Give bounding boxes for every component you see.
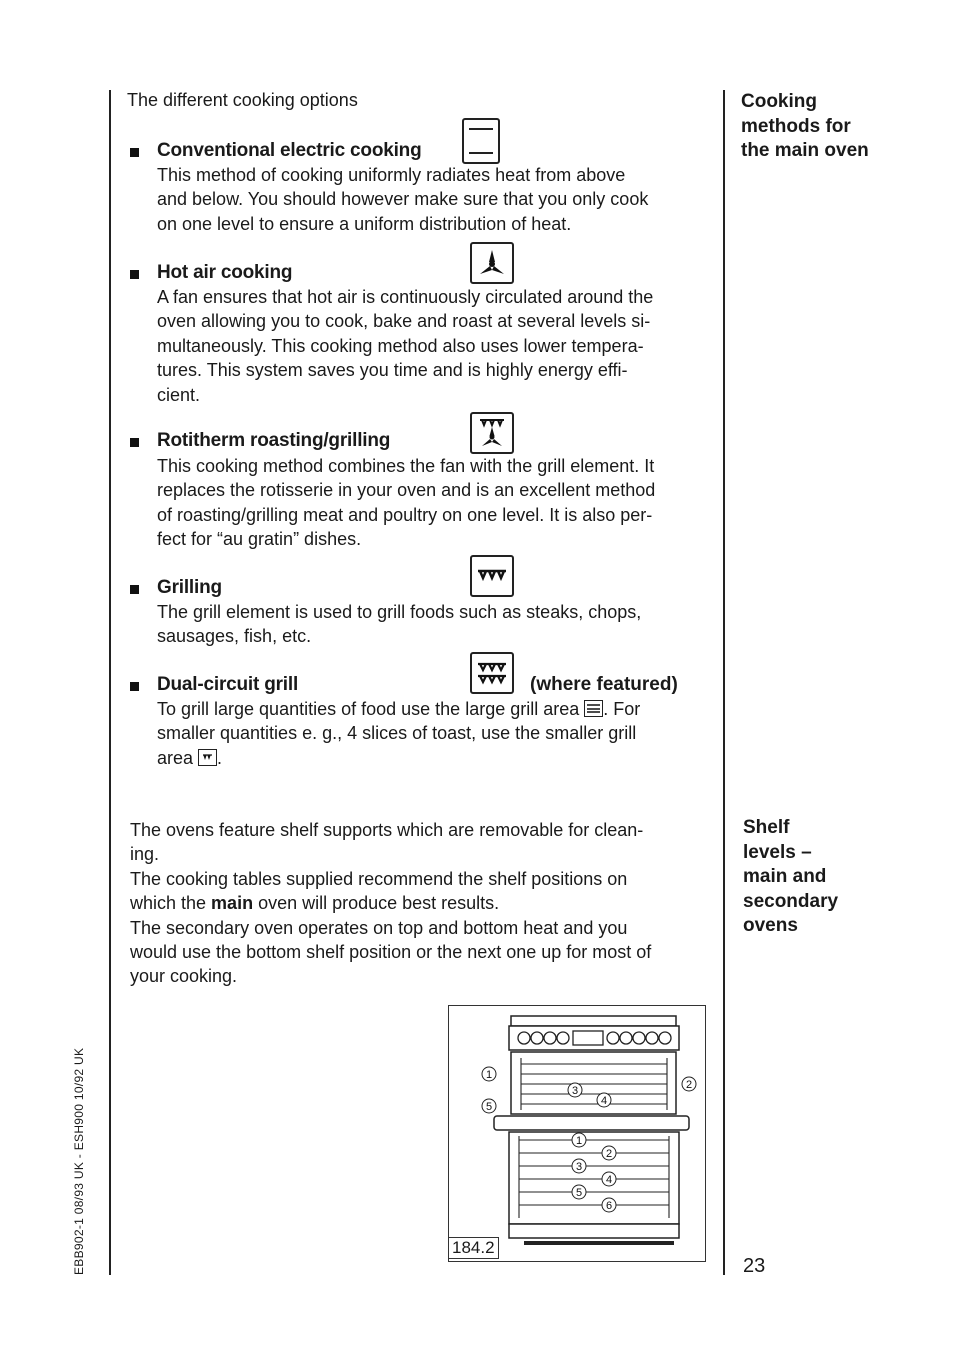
side-heading-cooking-methods bbox=[741, 90, 921, 164]
bullet bbox=[130, 585, 139, 594]
body-line: fect for “au gratin” dishes. bbox=[157, 529, 362, 550]
oven-shelf-diagram bbox=[448, 1005, 706, 1262]
section-title: Hot air cooking bbox=[157, 262, 293, 283]
grill-icon bbox=[470, 555, 514, 597]
top-level-4: 4 bbox=[600, 1095, 608, 1107]
figure-label: 184.2 bbox=[448, 1237, 499, 1259]
fan-icon bbox=[470, 242, 514, 284]
document-reference: EBB902-1 08/93 UK - ESH900 10/92 UK bbox=[72, 1047, 86, 1275]
body-line: and below. You should however make sure that you only cook bbox=[157, 189, 649, 210]
bullet bbox=[130, 682, 139, 691]
page-number: 23 bbox=[743, 1255, 766, 1277]
body-line: replaces the rotisserie in your oven and is an excellent method bbox=[157, 480, 656, 501]
body-line: The ovens feature shelf supports which are removable for clean- bbox=[130, 820, 644, 840]
section-body bbox=[157, 697, 709, 770]
main-level-1: 1 bbox=[575, 1135, 583, 1147]
left-rule bbox=[109, 90, 111, 1275]
body-line: oven allowing you to cook, bake and roast at several levels si- bbox=[157, 311, 651, 332]
heading-line: levels – bbox=[743, 841, 812, 863]
section-body bbox=[157, 285, 709, 407]
body-text: . For bbox=[603, 699, 641, 719]
heading-line: Shelf bbox=[743, 817, 790, 838]
body-line: This method of cooking uniformly radiates heat from above bbox=[157, 165, 626, 185]
main-level-4: 4 bbox=[605, 1174, 613, 1186]
heading-line: the main oven bbox=[741, 140, 869, 161]
fan-grill-symbol bbox=[472, 414, 512, 452]
body-line: would use the bottom shelf position or the next one up for most of bbox=[130, 942, 652, 963]
section-body bbox=[157, 454, 709, 552]
shelf-text bbox=[130, 818, 708, 989]
section-title: Dual-circuit grill bbox=[157, 674, 299, 695]
fan-grill-icon bbox=[470, 412, 514, 454]
bullet bbox=[130, 270, 139, 279]
top-level-2: 2 bbox=[685, 1079, 693, 1091]
side-heading-shelf-levels bbox=[743, 816, 923, 939]
body-line: your cooking. bbox=[130, 966, 238, 987]
large-grill-icon bbox=[584, 700, 603, 717]
section-body bbox=[157, 600, 709, 649]
body-line: ing. bbox=[130, 844, 160, 865]
bullet bbox=[130, 438, 139, 447]
body-line bbox=[130, 891, 708, 915]
dual-grill-symbol bbox=[472, 654, 512, 692]
section-title: Rotitherm roasting/grilling bbox=[157, 430, 391, 451]
large-grill-symbol bbox=[585, 701, 602, 716]
body-line: on one level to ensure a uniform distribution of heat. bbox=[157, 213, 572, 234]
body-line: cient. bbox=[157, 384, 201, 405]
heading-line: main and bbox=[743, 866, 827, 887]
bullet bbox=[130, 148, 139, 157]
main-level-5: 5 bbox=[575, 1187, 583, 1199]
emphasis-main: main bbox=[211, 893, 254, 914]
body-line: smaller quantities e. g., 4 slices of toast, use the smaller grill bbox=[157, 723, 637, 744]
heading-line: secondary bbox=[743, 890, 839, 912]
top-level-3: 3 bbox=[571, 1085, 579, 1097]
right-rule bbox=[723, 90, 725, 1275]
fan-symbol bbox=[472, 244, 512, 282]
top-level-1: 1 bbox=[485, 1069, 493, 1081]
small-grill-symbol bbox=[199, 750, 216, 765]
body-line: multaneously. This cooking method also uses lower tempera- bbox=[157, 335, 644, 356]
intro-text: The different cooking options bbox=[127, 90, 358, 110]
main-level-6: 6 bbox=[605, 1200, 613, 1212]
body-text: area bbox=[157, 747, 194, 768]
section-title: Conventional electric cooking bbox=[157, 140, 422, 161]
top-level-5: 5 bbox=[485, 1101, 493, 1113]
conventional-heating-icon bbox=[462, 118, 500, 164]
body-text: which the bbox=[130, 893, 212, 914]
section-title: Grilling bbox=[157, 577, 222, 598]
main-level-2: 2 bbox=[605, 1148, 613, 1160]
body-line: The grill element is used to grill foods such as steaks, chops, bbox=[157, 602, 642, 622]
body-line: of roasting/grilling meat and poultry on one level. It is also per- bbox=[157, 504, 653, 525]
small-grill-icon bbox=[198, 749, 217, 766]
body-text: To grill large quantities of food use the large grill area bbox=[157, 699, 580, 719]
body-line: sausages, fish, etc. bbox=[157, 626, 312, 647]
body-line: A fan ensures that hot air is continuously circulated around the bbox=[157, 287, 654, 307]
body-line: tures. This system saves you time and is highly energy effi- bbox=[157, 360, 628, 381]
dual-grill-icon bbox=[470, 652, 514, 694]
grill-symbol bbox=[472, 557, 512, 595]
body-line bbox=[157, 697, 709, 721]
body-text: oven will produce best results. bbox=[253, 893, 500, 914]
heading-line: Cooking bbox=[741, 91, 817, 112]
where-featured-note: (where featured) bbox=[530, 674, 678, 695]
main-level-3: 3 bbox=[575, 1161, 583, 1173]
oven-illustration bbox=[449, 1006, 705, 1261]
body-line bbox=[157, 746, 709, 770]
body-line: The cooking tables supplied recommend the shelf positions on bbox=[130, 868, 628, 889]
body-text: . bbox=[217, 747, 223, 768]
body-line: The secondary oven operates on top and bottom heat and you bbox=[130, 917, 628, 938]
body-line: This cooking method combines the fan with the grill element. It bbox=[157, 456, 655, 476]
section-body bbox=[157, 163, 709, 236]
heading-line: methods for bbox=[741, 115, 851, 137]
heading-line: ovens bbox=[743, 915, 798, 936]
